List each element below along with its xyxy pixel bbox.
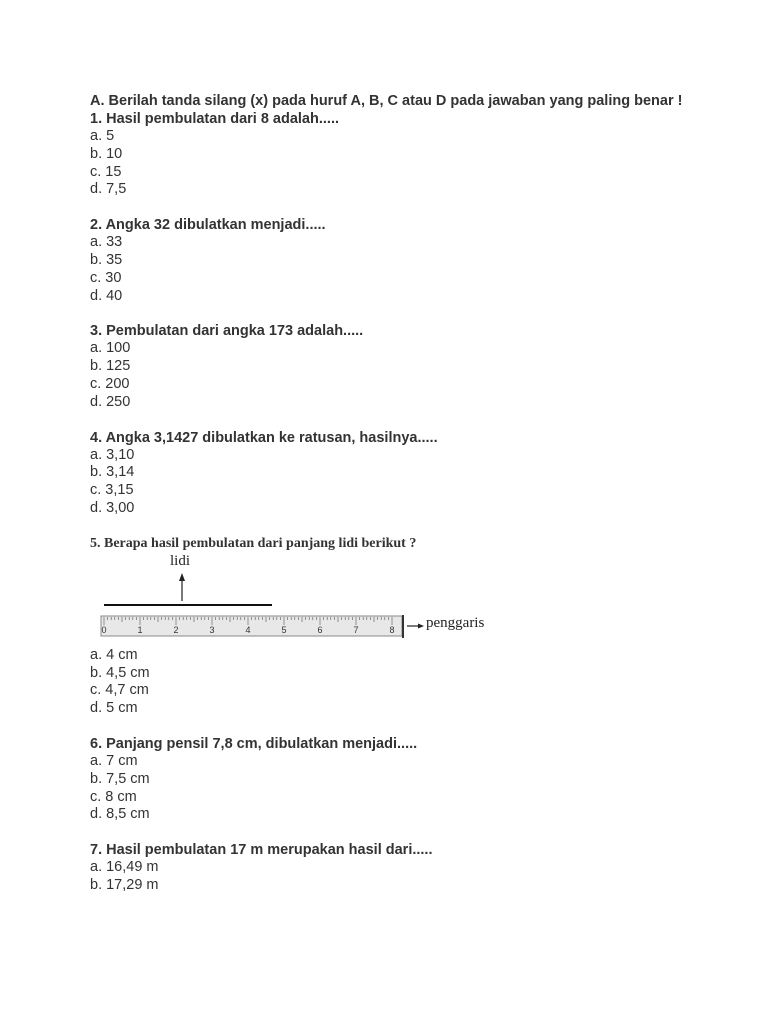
option-a: a. 33 (90, 234, 123, 251)
instruction-text: A. Berilah tanda silang (x) pada huruf A, B, C atau D pada jawaban yang paling benar ! (90, 93, 683, 109)
option-a: a. 3,10 (90, 446, 135, 463)
option-b: b. 10 (90, 145, 123, 162)
option-d: d. 3,00 (90, 499, 135, 516)
option-c: c. 30 (90, 269, 122, 286)
worksheet-content (90, 92, 690, 912)
option-a: a. 16,49 m (90, 859, 159, 876)
question-text: 5. Berapa hasil pembulatan dari panjang lidi berikut ? (90, 535, 417, 551)
option-d: d. 250 (90, 393, 131, 410)
option-b: b. 7,5 cm (90, 770, 150, 787)
option-c: c. 15 (90, 163, 122, 180)
question-2 (90, 216, 690, 305)
option-d: d. 8,5 cm (90, 806, 150, 823)
option-d: d. 5 cm (90, 700, 138, 717)
ruler-number: 1 (137, 624, 143, 635)
option-a: a. 4 cm (90, 646, 138, 663)
option-a: a. 7 cm (90, 752, 138, 769)
question-5 (90, 535, 690, 718)
ruler-number: 8 (389, 624, 395, 635)
question-text: 3. Pembulatan dari angka 173 adalah..... (90, 323, 364, 340)
question-7 (90, 841, 690, 895)
lidi-label: lidi (170, 552, 191, 569)
option-c: c. 4,7 cm (90, 682, 149, 699)
question-3 (90, 322, 690, 411)
ruler-number: 2 (173, 624, 179, 635)
option-c: c. 3,15 (90, 482, 134, 499)
option-a: a. 5 (90, 128, 115, 144)
question-text: 1. Hasil pembulatan dari 8 adalah..... (90, 111, 339, 127)
question-6 (90, 735, 690, 824)
question-4 (90, 429, 690, 518)
ruler-number: 4 (245, 624, 251, 635)
option-a: a. 100 (90, 340, 131, 357)
ruler-number: 5 (281, 624, 287, 635)
option-b: b. 17,29 m (90, 876, 159, 893)
option-c: c. 8 cm (90, 788, 137, 805)
question-text: 7. Hasil pembulatan 17 m merupakan hasil dari..... (90, 842, 433, 859)
ruler-number: 6 (317, 624, 323, 635)
question-text: 4. Angka 3,1427 dibulatkan ke ratusan, hasilnya..... (90, 429, 438, 446)
arrow-right-head (418, 623, 424, 628)
ruler-number: 7 (353, 624, 359, 635)
option-d: d. 40 (90, 287, 123, 304)
ruler-number: 3 (209, 624, 215, 635)
question-1 (90, 110, 690, 199)
ruler-figure (90, 553, 510, 645)
ruler-number: 0 (101, 624, 107, 635)
arrow-head (179, 573, 185, 581)
option-d: d. 7,5 (90, 181, 127, 198)
option-c: c. 200 (90, 375, 130, 392)
option-b: b. 3,14 (90, 464, 135, 481)
option-b: b. 125 (90, 358, 131, 375)
question-text: 2. Angka 32 dibulatkan menjadi..... (90, 217, 326, 234)
option-b: b. 4,5 cm (90, 664, 150, 681)
penggaris-label: penggaris (426, 614, 485, 631)
question-text: 6. Panjang pensil 7,8 cm, dibulatkan menjadi..... (90, 735, 418, 752)
option-b: b. 35 (90, 251, 123, 268)
